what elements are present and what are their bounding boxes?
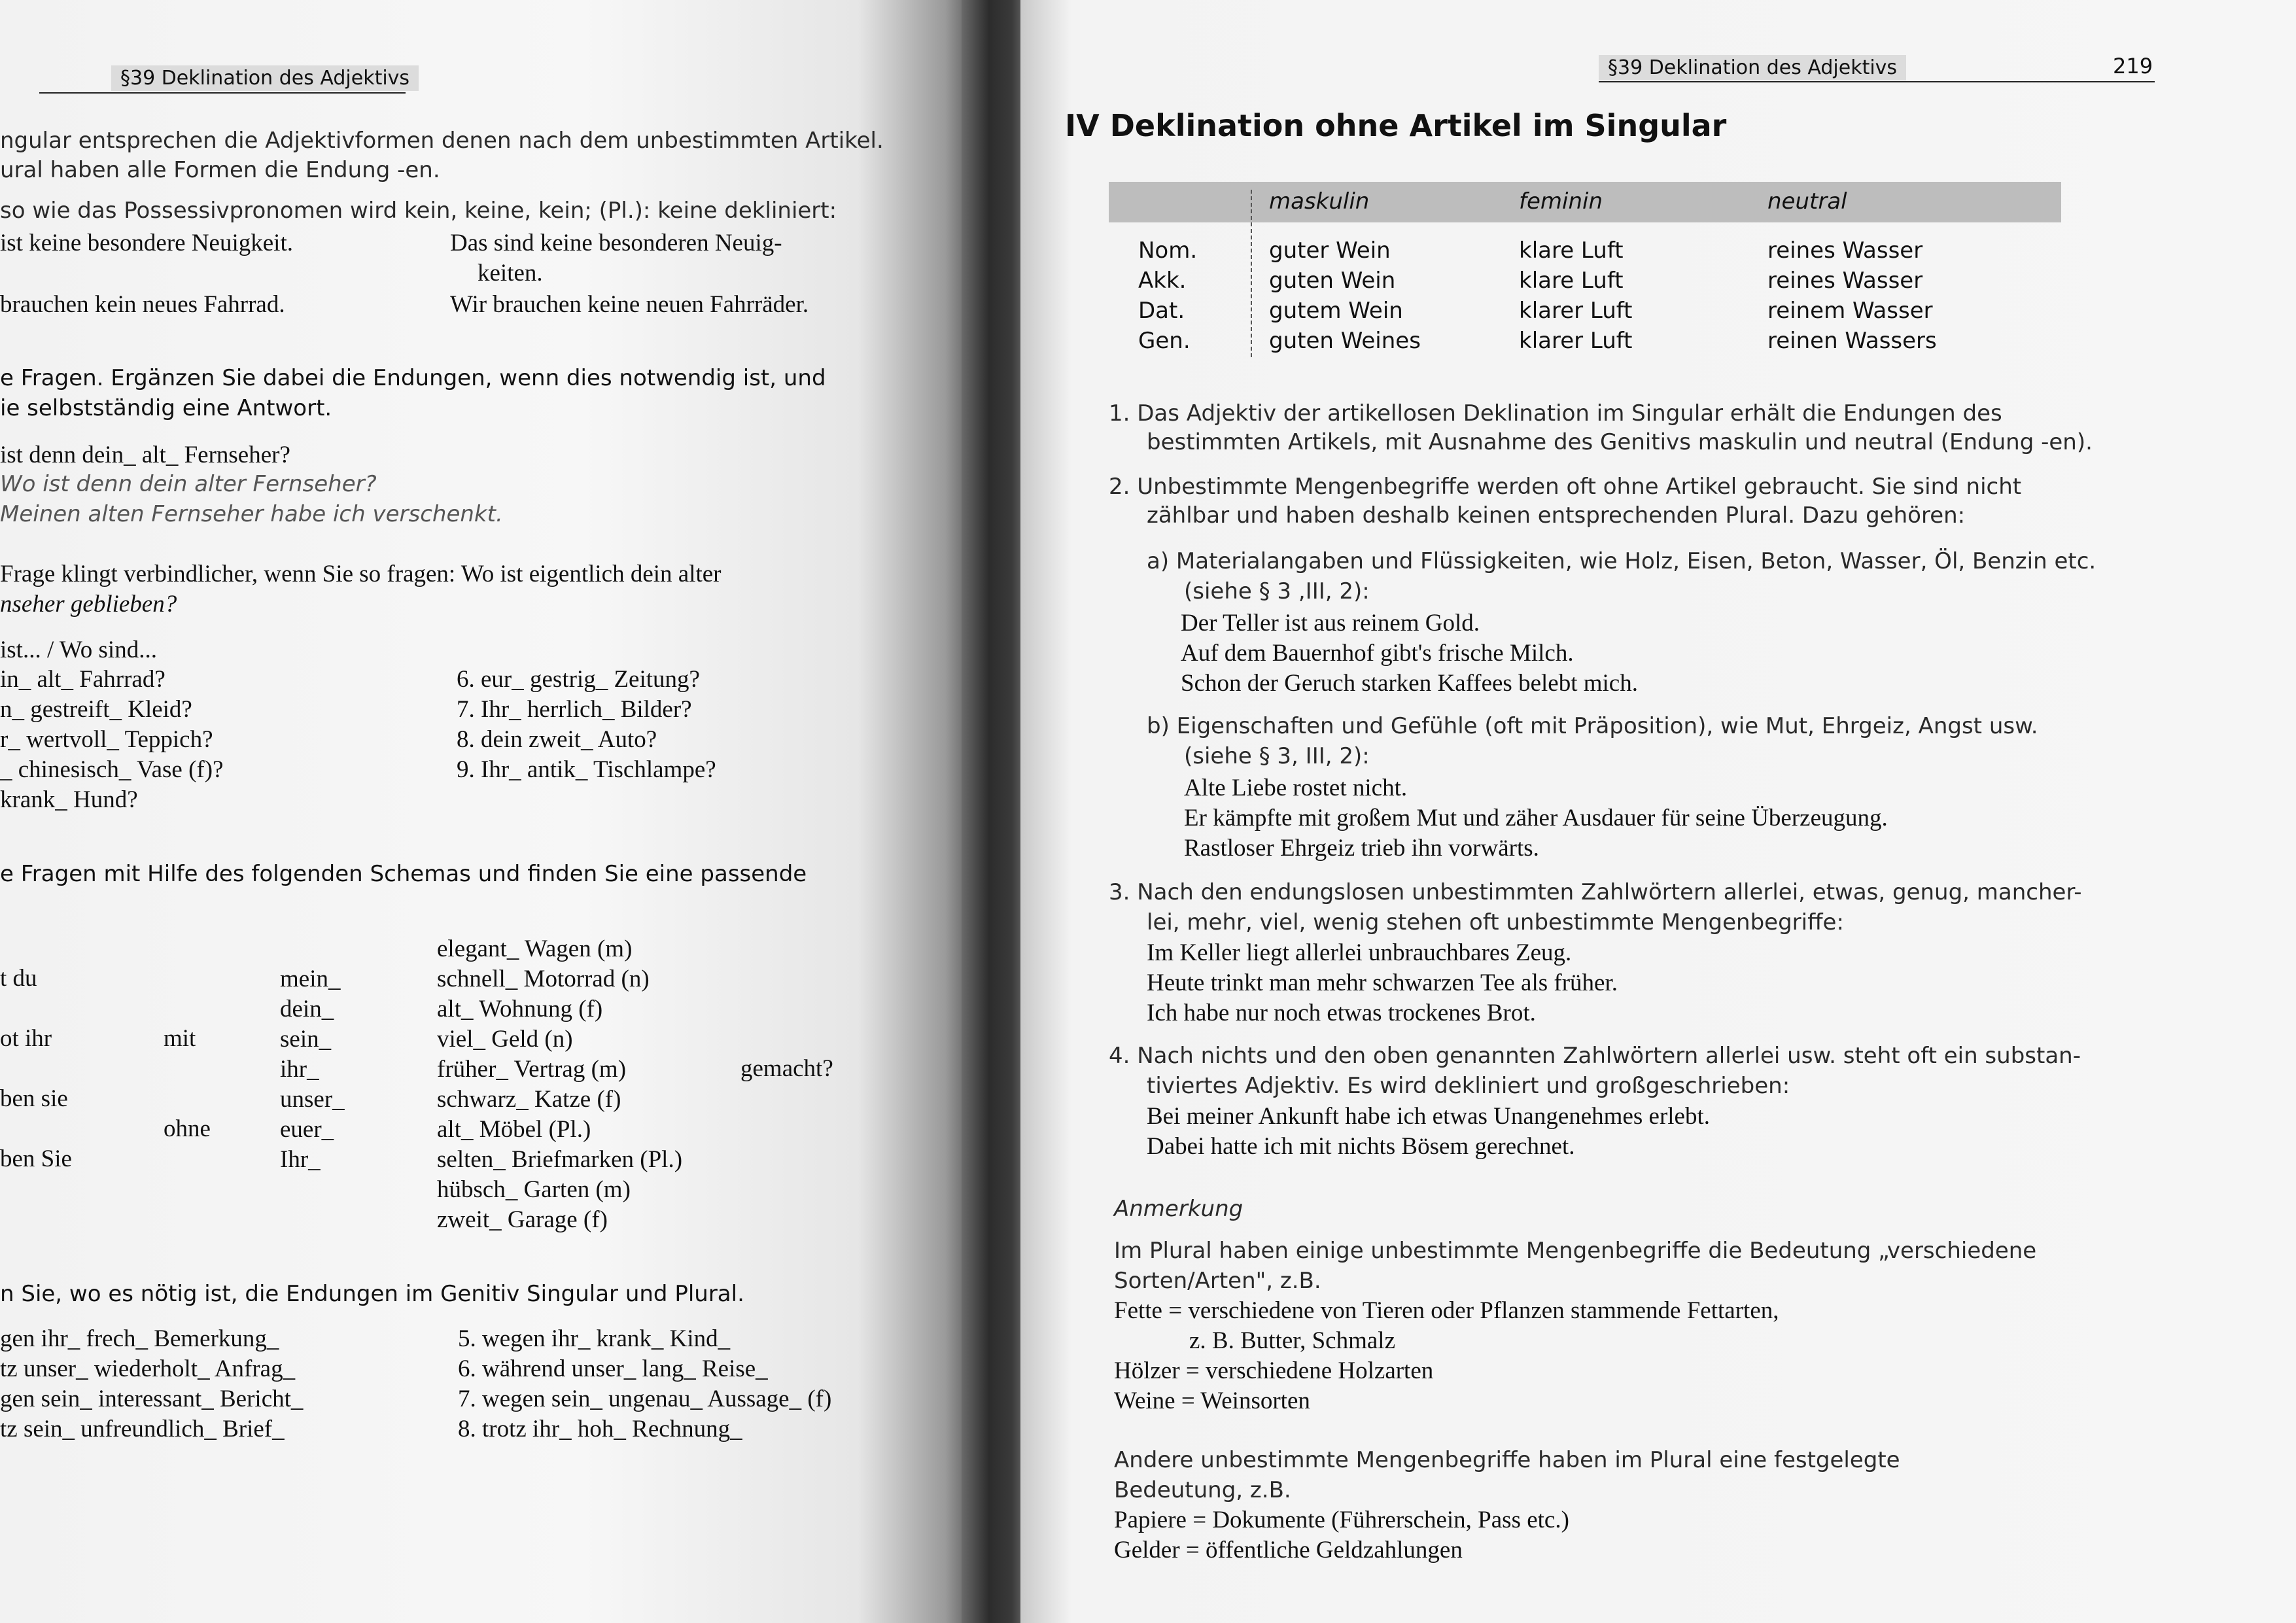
intro-line-2: ural haben alle Formen die Endung -en. <box>0 157 440 183</box>
rule-4-examples <box>1147 1102 1710 1162</box>
schema-subject: ben sie <box>0 1085 68 1112</box>
table-cell: klare Luft <box>1519 237 1624 264</box>
note-1-line-2: Sorten/Arten", z.B. <box>1114 1268 1321 1294</box>
list-item: 6. während unser_ lang_ Reise_ <box>458 1355 768 1382</box>
list-item: zweit_ Garage (f) <box>437 1206 608 1233</box>
schema-subject: ot ihr <box>0 1025 52 1052</box>
example-sentence: Auf dem Bauernhof gibt's frische Milch. <box>1181 640 1574 667</box>
rule-1-line-1: 1. Das Adjektiv der artikellosen Deklination im Singular erhält die Endungen des <box>1109 400 2002 427</box>
task-1-line-1: e Fragen. Ergänzen Sie dabei die Endungen, wenn dies notwendig ist, und <box>0 365 826 391</box>
table-cell-case: Dat. <box>1138 298 1185 324</box>
example-sentence: Er kämpfte mit großem Mut und zäher Ausdauer für seine Überzeugung. <box>1184 805 1888 831</box>
right-running-header: §39 Deklination des Adjektivs <box>1599 55 1906 80</box>
table-cell: guter Wein <box>1269 237 1391 264</box>
exercise-list-a <box>0 665 223 815</box>
page-number: 219 <box>2113 54 2153 79</box>
intro-line-1: ngular entsprechen die Adjektivformen denen nach dem unbestimmten Artikel. <box>0 128 884 154</box>
left-running-header: §39 Deklination des Adjektivs <box>111 65 419 91</box>
genitive-list-a <box>0 1324 303 1444</box>
table-cell: guten Wein <box>1269 268 1396 294</box>
column-header-feminin: feminin <box>1519 188 1603 215</box>
rule-3-examples <box>1147 938 1618 1028</box>
list-item: ihr_ <box>280 1056 319 1083</box>
rule-2a-line-1: a) Materialangaben und Flüssigkeiten, wie Holz, Eisen, Beton, Wasser, Öl, Benzin etc. <box>1147 548 2096 574</box>
list-item: früher_ Vertrag (m) <box>437 1056 627 1083</box>
table-cell: gutem Wein <box>1269 298 1403 324</box>
rule-2-line-1: 2. Unbestimmte Mengenbegriffe werden oft ohne Artikel gebraucht. Sie sind nicht <box>1109 474 2022 500</box>
list-item: 6. eur_ gestrig_ Zeitung? <box>457 666 700 693</box>
list-item: tz unser_ wiederholt_ Anfrag_ <box>0 1355 296 1382</box>
schema-ending: gemacht? <box>740 1055 833 1082</box>
note-1-line-1: Im Plural haben einige unbestimmte Mengenbegriffe die Bedeutung „verschiedene <box>1114 1238 2037 1264</box>
rule-2-line-2: zählbar und haben deshalb keinen entsprechenden Plural. Dazu gehören: <box>1147 502 1966 529</box>
handwritten-answer-2: Meinen alten Fernseher habe ich verschenkt. <box>0 501 503 527</box>
left-header-rule <box>39 92 406 94</box>
example-1a: ist keine besondere Neuigkeit. <box>0 230 293 256</box>
column-header-maskulin: maskulin <box>1269 188 1370 215</box>
note-example: Weine = Weinsorten <box>1114 1387 1310 1414</box>
rule-1-line-2: bestimmten Artikels, mit Ausnahme des Genitivs maskulin und neutral (Endung -en). <box>1147 429 2093 455</box>
table-feminin-column <box>1519 236 1633 356</box>
list-item: r_ wertvoll_ Teppich? <box>0 726 213 753</box>
example-sentence: Schon der Geruch starken Kaffees belebt mich. <box>1181 670 1638 697</box>
note-example: Hölzer = verschiedene Holzarten <box>1114 1357 1434 1384</box>
list-item: _ chinesisch_ Vase (f)? <box>0 756 224 783</box>
schema-nouns <box>437 934 682 1235</box>
example-1b: Das sind keine besonderen Neuig- <box>450 230 782 256</box>
list-item: euer_ <box>280 1116 334 1143</box>
example-sentence: Im Keller liegt allerlei unbrauchbares Zeug. <box>1147 939 1572 966</box>
list-item: alt_ Möbel (Pl.) <box>437 1116 591 1143</box>
example-sentence: Der Teller ist aus reinem Gold. <box>1181 610 1480 637</box>
list-item: viel_ Geld (n) <box>437 1026 573 1053</box>
list-item: sein_ <box>280 1026 332 1053</box>
table-cell: klare Luft <box>1519 268 1624 294</box>
list-item: mein_ <box>280 966 341 992</box>
table-divider <box>1251 190 1252 357</box>
question-2-line-2: nseher geblieben? <box>0 591 177 618</box>
table-cell-case: Gen. <box>1138 328 1191 354</box>
rule-2a-line-2: (siehe § 3 ,III, 2): <box>1184 578 1370 604</box>
example-2a: brauchen kein neues Fahrrad. <box>0 291 285 318</box>
schema-possessives <box>280 964 345 1175</box>
example-1b-cont: keiten. <box>478 260 543 287</box>
column-header-neutral: neutral <box>1767 188 1847 215</box>
list-item: in_ alt_ Fahrrad? <box>0 666 165 693</box>
table-cell: guten Weines <box>1269 328 1421 354</box>
list-item: hübsch_ Garten (m) <box>437 1176 631 1203</box>
table-cell: reinen Wassers <box>1767 328 1937 354</box>
genitive-list-b <box>458 1324 831 1444</box>
right-page <box>1020 0 2296 1623</box>
rule-3-line-1: 3. Nach den endungslosen unbestimmten Zahlwörtern allerlei, etwas, genug, mancher- <box>1109 879 2082 905</box>
list-item: 8. trotz ihr_ hoh_ Rechnung_ <box>458 1416 742 1442</box>
list-item: unser_ <box>280 1086 345 1113</box>
list-item: gen ihr_ frech_ Bemerkung_ <box>0 1325 279 1352</box>
example-sentence: Heute trinkt man mehr schwarzen Tee als früher. <box>1147 969 1618 996</box>
list-item: Ihr_ <box>280 1146 321 1173</box>
right-header-rule <box>1599 81 2155 82</box>
table-case-column <box>1138 236 1197 356</box>
rule-3-line-2: lei, mehr, viel, wenig stehen oft unbestimmte Mengenbegriffe: <box>1147 909 1844 935</box>
intro-line-3: so wie das Possessivpronomen wird kein, keine, kein; (Pl.): keine dekliniert: <box>0 198 837 224</box>
note-example: Fette = verschiedene von Tieren oder Pflanzen stammende Fettarten, <box>1114 1297 1779 1324</box>
rule-2b-line-1: b) Eigenschaften und Gefühle (oft mit Präposition), wie Mut, Ehrgeiz, Angst usw. <box>1147 713 2038 739</box>
table-cell-case: Akk. <box>1138 268 1187 294</box>
schema-mit: mit <box>164 1025 196 1052</box>
table-cell-case: Nom. <box>1138 237 1198 264</box>
list-item: tz sein_ unfreundlich_ Brief_ <box>0 1416 285 1442</box>
list-item: alt_ Wohnung (f) <box>437 996 603 1022</box>
example-sentence: Bei meiner Ankunft habe ich etwas Unangenehmes erlebt. <box>1147 1103 1710 1130</box>
rule-4-line-1: 4. Nach nichts und den oben genannten Zahlwörtern allerlei usw. steht oft ein substan- <box>1109 1043 2081 1069</box>
list-item: n_ gestreift_ Kleid? <box>0 696 192 723</box>
table-neutral-column <box>1767 236 1937 356</box>
note-2-example: Gelder = öffentliche Geldzahlungen <box>1114 1537 1463 1563</box>
left-page <box>0 0 975 1623</box>
table-cell: klarer Luft <box>1519 328 1633 354</box>
question-3: ist... / Wo sind... <box>0 637 157 663</box>
section-title: IV Deklination ohne Artikel im Singular <box>1065 108 1727 143</box>
list-item: 7. wegen sein_ ungenau_ Aussage_ (f) <box>458 1386 832 1412</box>
list-item: krank_ Hund? <box>0 786 138 813</box>
schema-ohne: ohne <box>164 1115 211 1142</box>
example-sentence: Alte Liebe rostet nicht. <box>1184 775 1408 801</box>
question-1: ist denn dein_ alt_ Fernseher? <box>0 442 290 468</box>
rule-4-line-2: tiviertes Adjektiv. Es wird dekliniert und großgeschrieben: <box>1147 1073 1790 1099</box>
example-sentence: Ich habe nur noch etwas trockenes Brot. <box>1147 1000 1536 1026</box>
list-item: 7. Ihr_ herrlich_ Bilder? <box>457 696 692 723</box>
list-item: selten_ Briefmarken (Pl.) <box>437 1146 683 1173</box>
table-cell: klarer Luft <box>1519 298 1633 324</box>
list-item: 8. dein zweit_ Auto? <box>457 726 657 753</box>
task-3: n Sie, wo es nötig ist, die Endungen im Genitiv Singular und Plural. <box>0 1281 744 1307</box>
list-item: 5. wegen ihr_ krank_ Kind_ <box>458 1325 731 1352</box>
example-2b: Wir brauchen keine neuen Fahrräder. <box>450 291 809 318</box>
handwritten-answer-1: Wo ist denn dein alter Fernseher? <box>0 471 377 497</box>
list-item: schwarz_ Katze (f) <box>437 1086 621 1113</box>
list-item: gen sein_ interessant_ Bericht_ <box>0 1386 304 1412</box>
example-sentence: Dabei hatte ich mit nichts Bösem gerechnet. <box>1147 1133 1575 1160</box>
rule-2b-examples <box>1184 773 1888 864</box>
schema-subject: t du <box>0 965 37 992</box>
question-2-line-1: Frage klingt verbindlicher, wenn Sie so fragen: Wo ist eigentlich dein alter <box>0 561 722 587</box>
list-item: 9. Ihr_ antik_ Tischlampe? <box>457 756 716 783</box>
note-2-line-1: Andere unbestimmte Mengenbegriffe haben im Plural eine festgelegte <box>1114 1447 1900 1473</box>
table-cell: reines Wasser <box>1767 268 1923 294</box>
list-item: dein_ <box>280 996 334 1022</box>
list-item: elegant_ Wagen (m) <box>437 935 633 962</box>
note-2-example: Papiere = Dokumente (Führerschein, Pass etc.) <box>1114 1507 1569 1533</box>
table-maskulin-column <box>1269 236 1421 356</box>
table-cell: reinem Wasser <box>1767 298 1933 324</box>
task-2: e Fragen mit Hilfe des folgenden Schemas und finden Sie eine passende <box>0 861 807 887</box>
rule-2a-examples <box>1181 608 1638 699</box>
rule-2b-line-2: (siehe § 3, III, 2): <box>1184 743 1370 769</box>
note-example: z. B. Butter, Schmalz <box>1189 1327 1396 1354</box>
schema-subject: ben Sie <box>0 1145 72 1172</box>
task-1-line-2: ie selbstständig eine Antwort. <box>0 395 332 421</box>
list-item: schnell_ Motorrad (n) <box>437 966 650 992</box>
note-title: Anmerkung <box>1114 1196 1244 1222</box>
example-sentence: Rastloser Ehrgeiz trieb ihn vorwärts. <box>1184 835 1539 862</box>
table-cell: reines Wasser <box>1767 237 1923 264</box>
exercise-list-b <box>457 665 716 785</box>
note-2-line-2: Bedeutung, z.B. <box>1114 1477 1291 1503</box>
